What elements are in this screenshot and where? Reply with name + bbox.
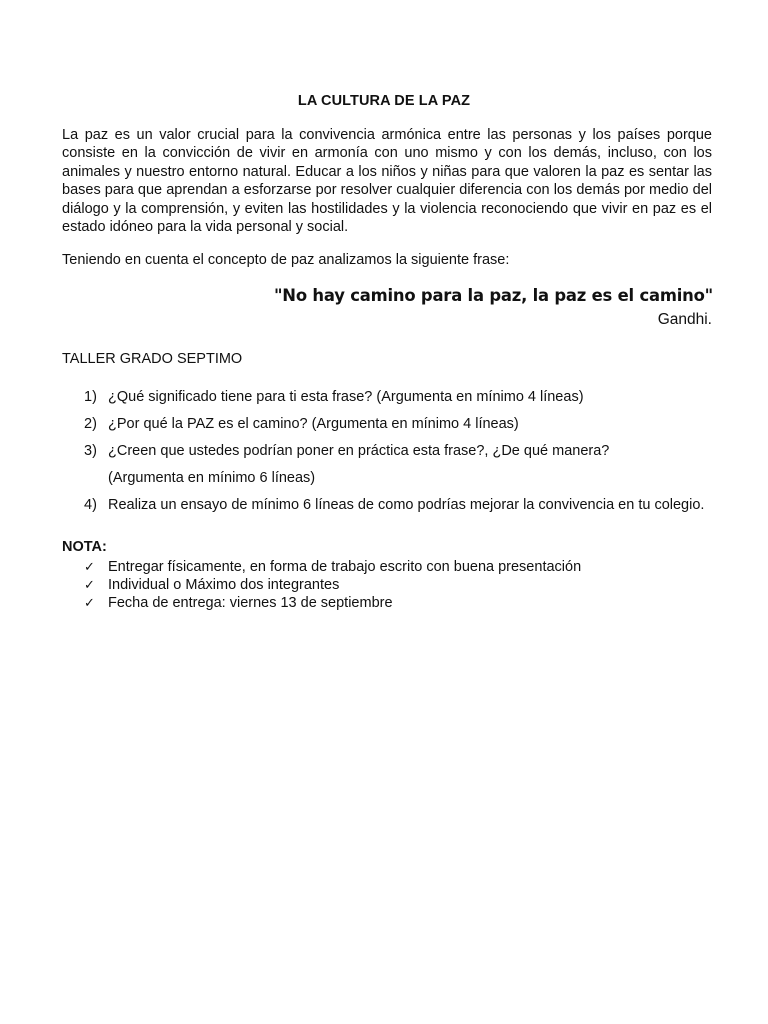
workshop-title: TALLER GRADO SEPTIMO	[62, 351, 243, 367]
intro-paragraph: La paz es un valor crucial para la convivencia armónica entre las personas y los países porque consiste en la convicción de vivir en armonía con uno mismo y con los demás, incluso, con los animales y nuestro entorno natural. Educar a los niños y niñas para que valoren la paz es sentar las bases para que aprendan a esforzarse por resolver cualquier diferencia con los demás por medio del diálogo y la comprensión, y eviten las hostilidades y la violencia reconociendo que vivir en paz es el estado idóneo para la vida personal y social.	[62, 127, 712, 236]
question-text: Realiza un ensayo de mínimo 6 líneas de como podrías mejorar la convivencia en tu colegio.	[108, 497, 705, 513]
question-text: ¿Por qué la PAZ es el camino? (Argumenta en mínimo 4 líneas)	[108, 416, 519, 432]
checkmark-icon: ✓	[84, 578, 95, 593]
note-text: Entregar físicamente, en forma de trabajo escrito con buena presentación	[108, 559, 582, 575]
question-text: ¿Creen que ustedes podrían poner en práctica esta frase?, ¿De qué manera?	[108, 443, 610, 459]
question-item-2	[84, 416, 519, 432]
checkmark-icon: ✓	[84, 560, 95, 575]
quote-author: Gandhi.	[657, 311, 712, 328]
gandhi-quote: "No hay camino para la paz, la paz es el camino"	[273, 286, 713, 305]
note-item-1	[84, 559, 581, 575]
question-item-1	[84, 389, 584, 405]
question-item-4	[84, 497, 704, 513]
question-item-3	[84, 443, 609, 459]
document-title: LA CULTURA DE LA PAZ	[297, 93, 471, 109]
question-3-continuation: (Argumenta en mínimo 6 líneas)	[108, 470, 316, 486]
note-item-3	[84, 595, 393, 611]
question-number: 4)	[84, 497, 97, 513]
note-text: Individual o Máximo dos integrantes	[108, 577, 340, 593]
note-item-2	[84, 577, 339, 593]
question-text: ¿Qué significado tiene para ti esta frase? (Argumenta en mínimo 4 líneas)	[108, 389, 584, 405]
question-number: 3)	[84, 443, 97, 459]
question-number: 1)	[84, 389, 97, 405]
nota-label: NOTA:	[62, 539, 107, 555]
note-text: Fecha de entrega: viernes 13 de septiembre	[108, 595, 393, 611]
checkmark-icon: ✓	[84, 596, 95, 611]
question-number: 2)	[84, 416, 97, 432]
lead-sentence: Teniendo en cuenta el concepto de paz analizamos la siguiente frase:	[62, 252, 510, 268]
